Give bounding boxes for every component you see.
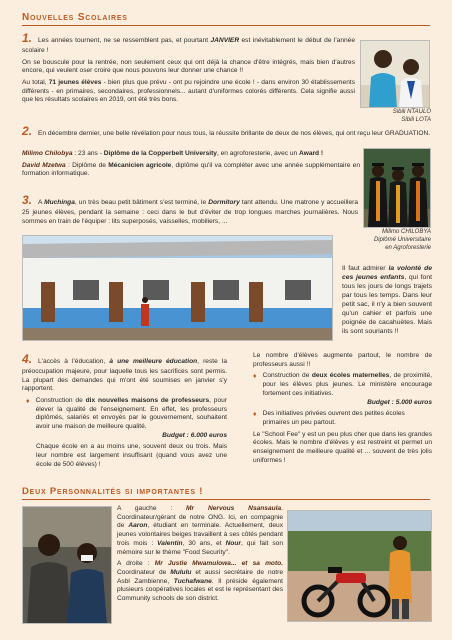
section-2 [22,124,435,143]
s1-number: 1. [22,31,33,45]
s5-g: Valentin [157,539,183,547]
bullet-diamond-icon: ♦ [253,411,257,419]
section-5-rule [22,499,430,500]
s5-b: Mr Nervous Nsansaula [186,505,282,512]
s5-d: Coordinateur/gérant de notre ONG. Ici, en compagnie de [117,513,283,530]
s1-p3a: Au total, [22,78,49,86]
dormitory-photo-image [23,236,333,341]
dormitory-photo [22,235,333,341]
s1-p1a: Les années tournent, ne se ressemblent pas, et pourtant [38,37,211,44]
s2-milimo-end: , en agroforesterie, avec un [216,150,300,157]
students-photo-image [361,41,430,108]
s2-milimo-rest: : 23 ans - [72,150,104,157]
s3-p1b: Muchinga [44,199,75,206]
s4-bullet-1 [22,397,227,441]
section-3 [22,193,358,229]
motorcycle-photo-image [288,511,432,622]
s3-p1c: , un très beau petit bâtiment s'est terminé, le [74,199,209,206]
s5-p: Tuchafwane [173,577,212,585]
s5-j: , qui fait son mémoire sur le thème "Food Security". [117,539,283,556]
s4-right-para-2: Le "School Fee" y est un peu plus cher que dans les grandes écoles. Mais le nombre d'élèves y est restreint et permet un enseignement de meilleure qualité et ... souvent de très jolis uniformes ! [253,430,432,464]
s2-david-end: , diplôme qu'il va compléter avec une année supplémentaire en formation informatique. [22,161,360,178]
coordinator-photo-image [23,507,112,624]
photo1-caption-2: Sibili LOTA [401,116,431,123]
s4-b2c: , de proximité, pour les élèves plus jeunes. Le ministère encourage fortement ces initiatives. [262,372,432,397]
s2-milimo-award: Award ! [299,150,324,157]
s3-number: 3. [22,193,33,207]
s5-h: , 30 ans, et [182,539,226,547]
s5-f: , étudiant en terminale. Actuellement, deux jeunes volontaires beiges travaillent à ses côtés pendant trois mois : [117,522,283,547]
s3-p1d: Dormitory [208,199,240,206]
motorcycle-photo [287,510,432,622]
s4-number: 4. [22,352,33,366]
s4-p1c: , reste la préoccupation majeure, pour laquelle tous les sacrifices sont permis. La plupart des demandes qui m'ont été soumises en janvier s'y rapportent. [22,358,228,393]
section-5-title [22,486,432,499]
s4-b1c: , pour élever la qualité de l'enseignement. En effet, les professeurs diplômés, salariés et envoyés par le gouvernement, souhaitent avoir une maison de meilleure qualité. [35,396,227,431]
s5-k: A droite : [117,560,155,568]
s1-p3c: - bien plus que prévu - ont pu rejoindre une école ! - dans environ 30 établissements différents - en primaires, secondaires, professionnels... autant d'uniformes colorés différents. Cela signifie aussi que les résultats scolaires en 2019, ont été très bons. [22,78,355,104]
s1-para-1 [22,31,355,56]
s5-a: A gauche : [117,505,187,512]
section-1 [22,31,355,108]
s3-para-1 [22,193,358,226]
side-text-b: la volonté de ces jeunes enfants [342,265,432,281]
photo2-caption-1: Milimo CHILOBYA [381,229,431,235]
s2-milimo [22,150,360,159]
s5-e: Aaron [128,522,148,530]
side-text [342,265,432,340]
s4-b1b: dix nouvelles maisons de professeurs [85,396,210,404]
photo1-caption-1: Sibili NTAULO [392,109,431,115]
s1-para-2: On se bouscule pour la rentrée, non seulement ceux qui ont déjà la chance d'être intégrés, mais bien d'autres encore, qui veulent oser croire que nous pouvons leur donner une chance !! [22,58,355,75]
s2-david [22,162,360,179]
s5-o: et aussi secrétaire de notre Asbl Zambienne, [117,568,283,585]
s4-right-para-1: Le nombre d'élèves augmente partout, le nombre de professeurs aussi !! [253,352,432,368]
s1-para-3 [22,79,355,105]
s4-bullet-2 [253,372,432,407]
section-4-right [253,352,432,468]
s1-p1b: JANVIER [210,37,240,44]
s2-david-rest: : Diplôme de [65,161,109,169]
s5-para [117,505,283,557]
section-5-title-text: Deux Personnalités si importantes ! [22,486,204,497]
s3-p1a: A [38,199,45,206]
side-text-para [342,265,432,337]
s2-p1: En décembre dernier, une belle révélation pour nous tous, la réussite brillante de deux de nos élèves, qui ont reçu leur GRADUATION. [38,130,431,137]
s4-bullet-3-text: Des initiatives privées ouvrent des petites écoles primaires un peu partout. [262,410,405,426]
coordinator-photo [22,506,112,624]
graduation-photo [363,148,431,228]
s4-bullet-2-text [263,372,432,407]
s4-bullet-1-text [36,397,227,441]
photo2-caption [340,229,431,253]
s5-c: . [281,505,284,512]
s4-para-1 [22,352,227,394]
s5-n: Mululu [170,568,192,576]
s5-para-2 [117,560,283,604]
s4-p1b: à une meilleure éducation [109,358,198,365]
bullet-diamond-icon: ♦ [26,397,30,405]
side-text-a: Il faut admirer [342,265,389,272]
title-rule [22,25,430,26]
s4-p1a: L'accès à l'éducation, [38,358,110,365]
section-title-text: Nouvelles Scolaires [22,12,128,23]
section-2-details [22,150,360,182]
s5-l: Mr Justie Mwamulowa... et sa moto. [154,560,284,568]
section-5-text [117,505,283,607]
s5-i: Nour [225,539,241,547]
photo2-caption-3: en Agroforesterie [385,244,431,251]
s1-p3b: 71 jeunes élèves [48,78,102,86]
s2-number: 2. [22,124,33,138]
graduation-photo-image [364,149,431,228]
s4-budget-2: Budget : 5.000 euros [367,398,432,406]
s5-m: Coordinateur de [117,568,171,576]
s4-budget-1: Budget : 6.000 euros [162,431,227,439]
s4-b2a: Construction de [262,372,312,380]
s1-p1c: est inévitablement le début de l'année scolaire ! [22,37,355,54]
s2-david-diploma: Mécanicien agricole [108,161,172,169]
photo2-caption-2: Diplômé Universitaire [373,236,431,243]
students-photo [360,40,430,108]
s2-para-1 [22,124,435,140]
s3-p1e: tant attendu. Une matrone y accueillera 25 jeunes élèves, pendant la semaine : ceci dans le but d'éviter de trop longues marches journalières. Nous sommes en train de l'équiper : lits superposés, vaisselles, mobiliers, ... [22,199,358,225]
s4-bullet-3 [253,410,432,427]
bullet-diamond-icon: ♦ [253,373,257,381]
s2-david-name: David Mzetwa [22,161,66,169]
side-text-c: , qui font tous les jours de longs trajets par tous les temps. Dans leur petit sac, il n'y a bien souvent qu'un cahier et parfois une poignée de cacahuètes. Mais ils sont souriants !! [342,273,432,335]
s4-b1a: Construction de [35,396,86,404]
s4-para-2: Chaque école en a au moins une, souvent deux ou trois. Mais leur nombre est largement insuffisant (quand vous avez une école de 500 élèves) ! [36,443,227,468]
s5-q: . Il préside également plusieurs coopératives locales et est le représentant des Community schools de son district. [117,577,284,603]
section-title [22,11,432,24]
section-4-left [22,352,227,473]
s2-milimo-diploma: Diplôme de la Copperbelt University [103,150,217,157]
s2-milimo-name: Milimo Chilobya [22,150,73,157]
s4-b2b: deux écoles maternelles [311,372,390,380]
photo1-caption [340,109,431,125]
